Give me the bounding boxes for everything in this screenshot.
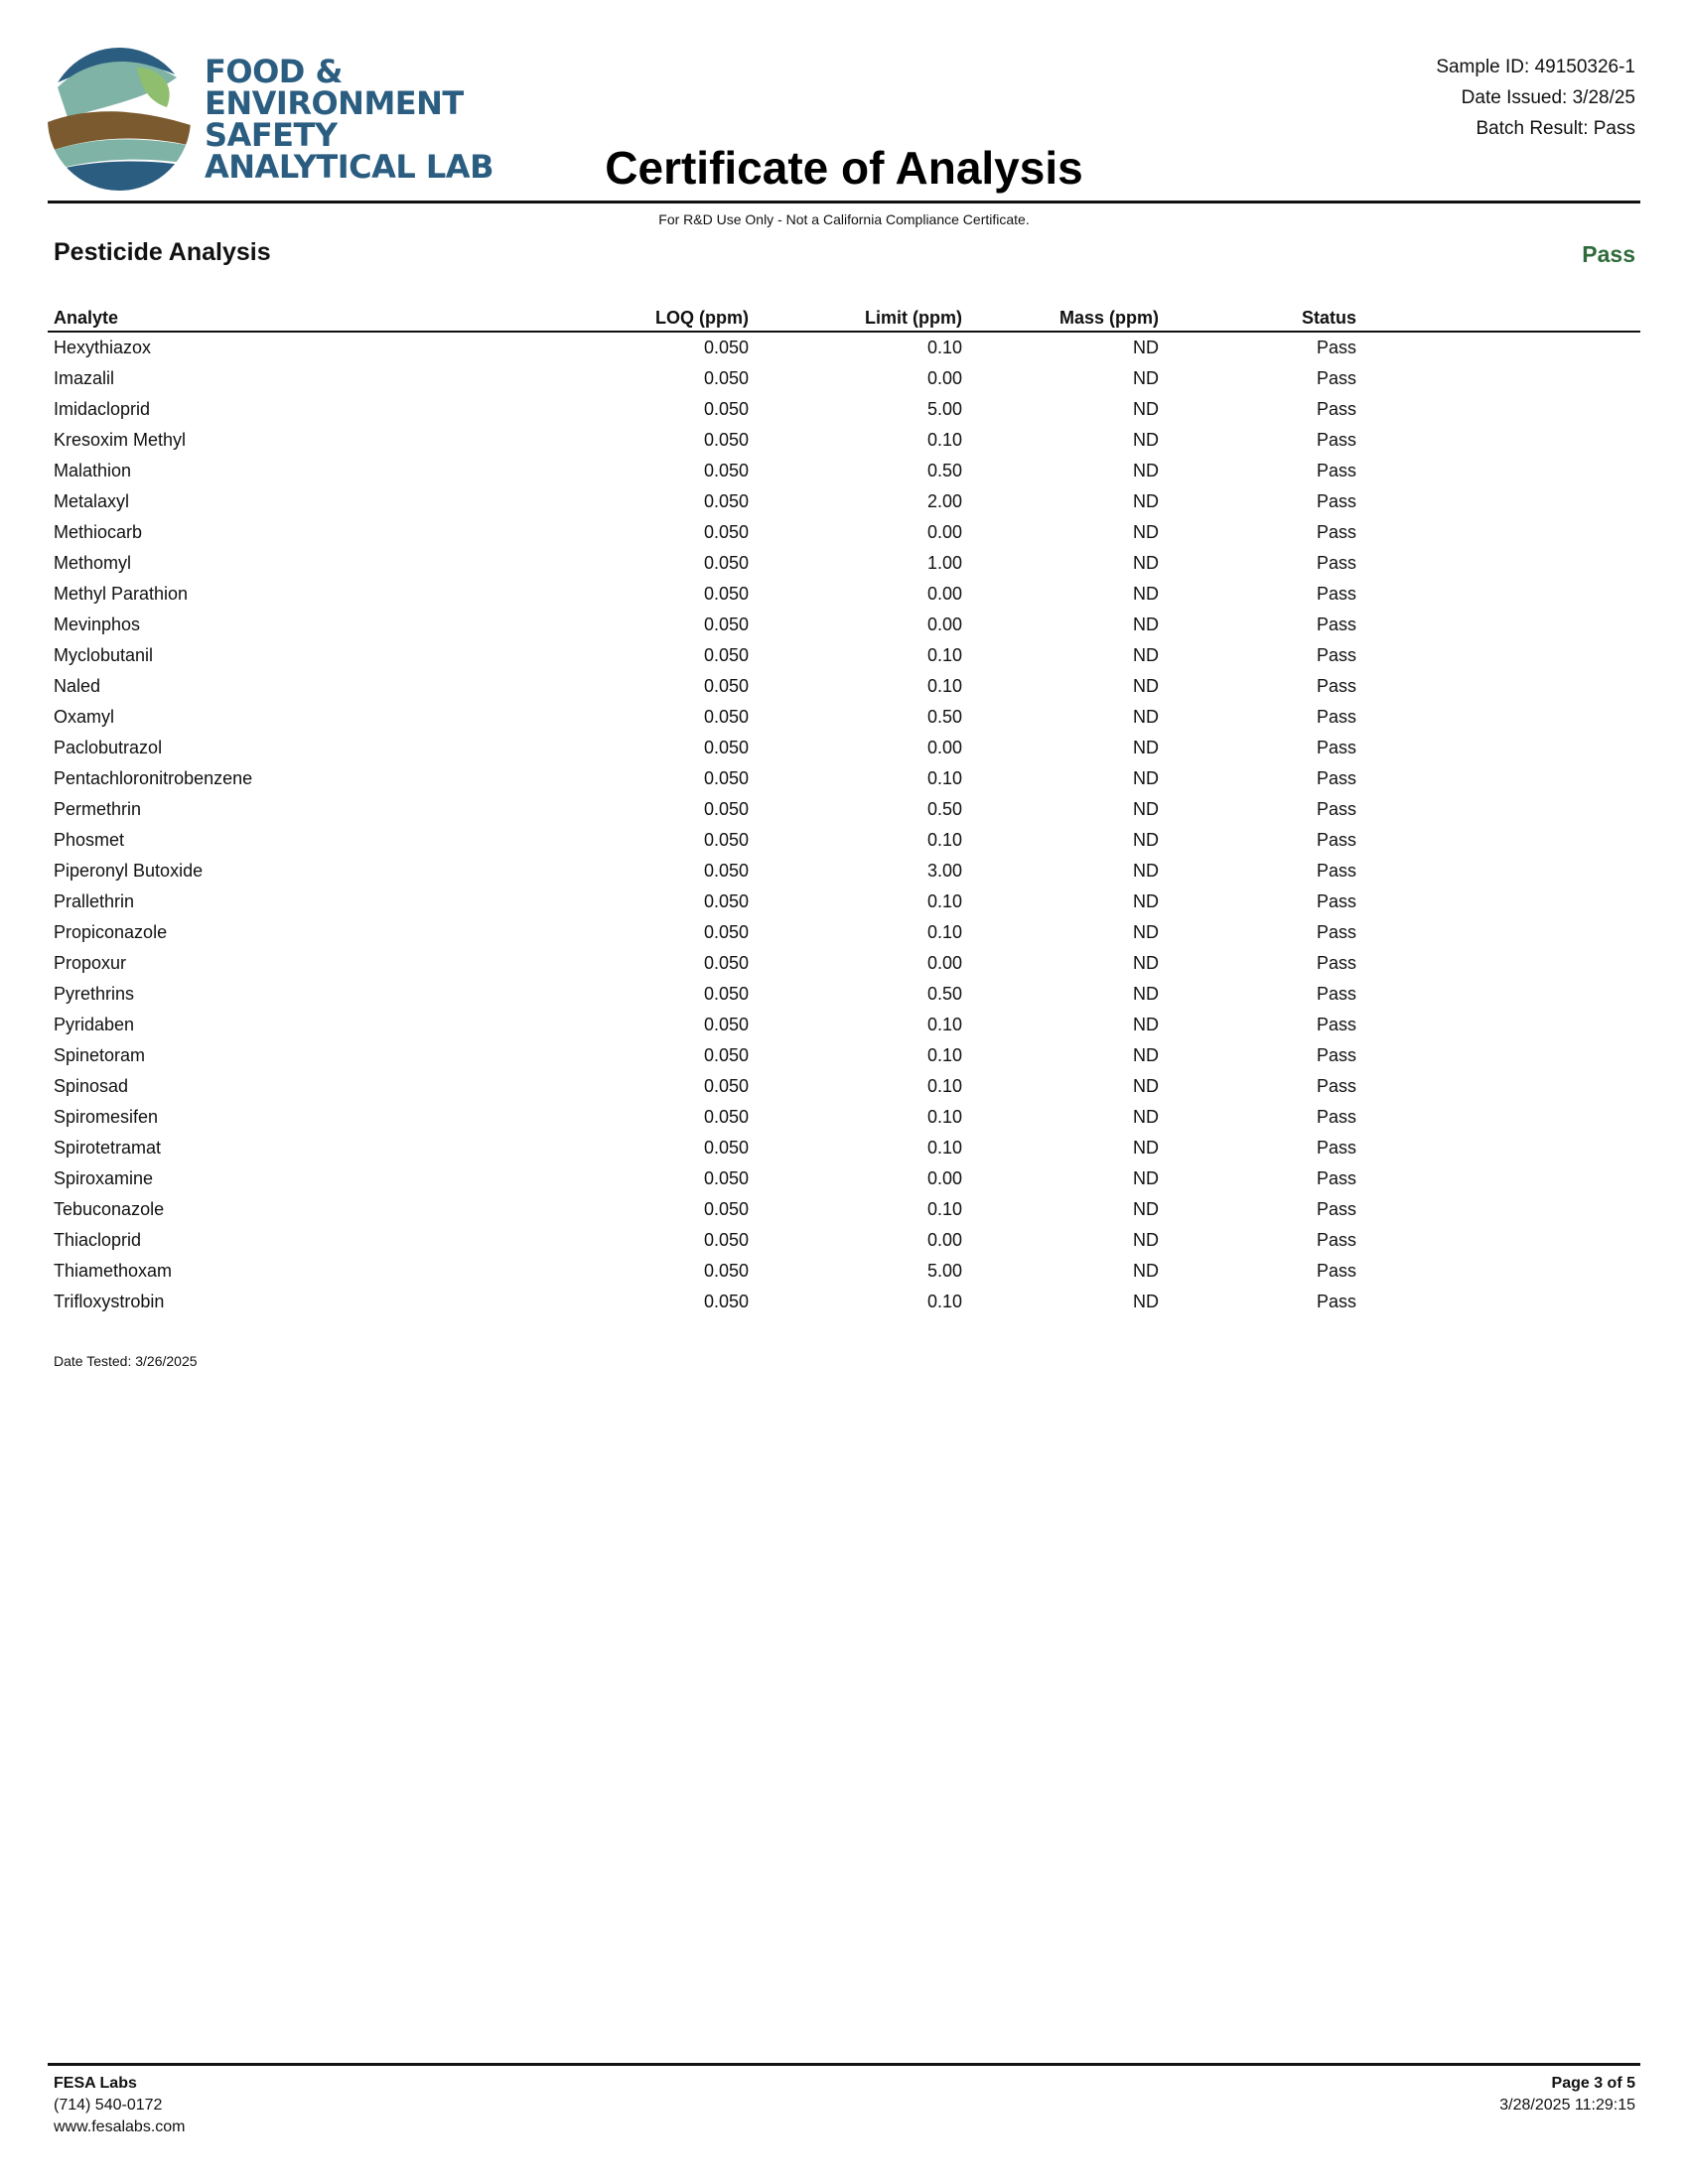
- cell-status: Pass: [1316, 1015, 1356, 1034]
- cell-mass: ND: [1133, 1138, 1159, 1158]
- logo-line: ANALYTICAL LAB: [205, 148, 493, 186]
- cell-status: Pass: [1316, 922, 1356, 942]
- cell-status: Pass: [1316, 338, 1356, 357]
- cell-status: Pass: [1316, 461, 1356, 480]
- table-row: [48, 1010, 1640, 1040]
- cell-limit: 0.10: [926, 430, 962, 450]
- cell-status: Pass: [1316, 522, 1356, 542]
- cell-analyte: Metalaxyl: [54, 491, 130, 511]
- cell-spacer: [1362, 579, 1640, 610]
- cell-status: Pass: [1316, 553, 1356, 573]
- cell-status: Pass: [1316, 891, 1356, 911]
- cell-status: Pass: [1316, 953, 1356, 973]
- table-row: [48, 640, 1640, 671]
- cell-status: Pass: [1316, 768, 1356, 788]
- cell-limit: 5.00: [926, 1261, 962, 1281]
- cell-status: Pass: [1316, 1168, 1356, 1188]
- cell-spacer: [1362, 363, 1640, 394]
- cell-analyte: Spirotetramat: [54, 1138, 162, 1158]
- cell-spacer: [1362, 887, 1640, 917]
- cell-loq: 0.050: [703, 1292, 749, 1311]
- cell-limit: 0.10: [926, 922, 962, 942]
- table-row: [48, 856, 1640, 887]
- cell-analyte: Malathion: [54, 461, 132, 480]
- cell-status: Pass: [1316, 1199, 1356, 1219]
- cell-spacer: [1362, 1102, 1640, 1133]
- cell-loq: 0.050: [703, 861, 749, 881]
- cell-mass: ND: [1133, 984, 1159, 1004]
- section-title: Pesticide Analysis: [54, 238, 271, 266]
- cell-mass: ND: [1133, 645, 1159, 665]
- table-row: [48, 1133, 1640, 1163]
- cell-analyte: Spinetoram: [54, 1045, 146, 1065]
- cell-status: Pass: [1316, 1292, 1356, 1311]
- cell-spacer: [1362, 1163, 1640, 1194]
- cell-spacer: [1362, 856, 1640, 887]
- disclaimer: For R&D Use Only - Not a California Compliance Certificate.: [658, 211, 1030, 227]
- cell-loq: 0.050: [703, 522, 749, 542]
- table-row: [48, 1256, 1640, 1287]
- cell-analyte: Propiconazole: [54, 922, 168, 942]
- cell-loq: 0.050: [703, 707, 749, 727]
- cell-spacer: [1362, 794, 1640, 825]
- footer-divider: [48, 2063, 1640, 2066]
- cell-limit: 0.10: [926, 1076, 962, 1096]
- cell-spacer: [1362, 394, 1640, 425]
- column-header-mass: Mass (ppm): [968, 305, 1165, 332]
- cell-status: Pass: [1316, 368, 1356, 388]
- sample-id: Sample ID: 49150326-1: [1436, 57, 1635, 77]
- cell-spacer: [1362, 332, 1640, 363]
- table-row: [48, 363, 1640, 394]
- cell-analyte: Imidacloprid: [54, 399, 151, 419]
- cell-spacer: [1362, 763, 1640, 794]
- cell-limit: 0.00: [926, 738, 962, 757]
- cell-mass: ND: [1133, 1015, 1159, 1034]
- cell-loq: 0.050: [703, 738, 749, 757]
- table-row: [48, 548, 1640, 579]
- cell-analyte: Paclobutrazol: [54, 738, 163, 757]
- cell-loq: 0.050: [703, 461, 749, 480]
- cell-mass: ND: [1133, 707, 1159, 727]
- footer-lab-name: FESA Labs: [54, 2075, 137, 2092]
- pesticide-results-table: [48, 305, 1640, 1317]
- cell-mass: ND: [1133, 430, 1159, 450]
- cell-loq: 0.050: [703, 1230, 749, 1250]
- table-body: [48, 332, 1640, 1317]
- cell-spacer: [1362, 948, 1640, 979]
- cell-analyte: Spiromesifen: [54, 1107, 159, 1127]
- table-row: [48, 979, 1640, 1010]
- cell-status: Pass: [1316, 799, 1356, 819]
- cell-limit: 0.10: [926, 645, 962, 665]
- cell-mass: ND: [1133, 614, 1159, 634]
- date-tested: Date Tested: 3/26/2025: [54, 1353, 198, 1369]
- table-row: [48, 1287, 1640, 1317]
- batch-result: Batch Result: Pass: [1476, 118, 1635, 139]
- cell-limit: 0.10: [926, 676, 962, 696]
- footer-website: www.fesalabs.com: [54, 2118, 186, 2135]
- cell-analyte: Kresoxim Methyl: [54, 430, 187, 450]
- cell-spacer: [1362, 825, 1640, 856]
- cell-mass: ND: [1133, 584, 1159, 604]
- cell-loq: 0.050: [703, 1199, 749, 1219]
- cell-mass: ND: [1133, 1107, 1159, 1127]
- cell-analyte: Pyrethrins: [54, 984, 135, 1004]
- cell-status: Pass: [1316, 1138, 1356, 1158]
- footer-page-info: [1499, 2073, 1635, 2116]
- cell-loq: 0.050: [703, 553, 749, 573]
- cell-mass: ND: [1133, 1076, 1159, 1096]
- cell-mass: ND: [1133, 861, 1159, 881]
- cell-mass: ND: [1133, 1168, 1159, 1188]
- cell-spacer: [1362, 702, 1640, 733]
- cell-loq: 0.050: [703, 1015, 749, 1034]
- cell-analyte: Methyl Parathion: [54, 584, 189, 604]
- table-row: [48, 917, 1640, 948]
- cell-limit: 5.00: [926, 399, 962, 419]
- cell-loq: 0.050: [703, 399, 749, 419]
- footer-timestamp: 3/28/2025 11:29:15: [1499, 2097, 1635, 2114]
- cell-spacer: [1362, 486, 1640, 517]
- date-issued: Date Issued: 3/28/25: [1461, 87, 1635, 108]
- cell-limit: 0.10: [926, 338, 962, 357]
- cell-limit: 0.00: [926, 1168, 962, 1188]
- cell-mass: ND: [1133, 399, 1159, 419]
- footer-lab-info: [54, 2073, 186, 2138]
- cell-analyte: Spiroxamine: [54, 1168, 154, 1188]
- cell-analyte: Methomyl: [54, 553, 132, 573]
- cell-analyte: Pentachloronitrobenzene: [54, 768, 253, 788]
- cell-analyte: Imazalil: [54, 368, 115, 388]
- cell-spacer: [1362, 1287, 1640, 1317]
- cell-status: Pass: [1316, 1230, 1356, 1250]
- logo-line: FOOD &: [205, 53, 343, 90]
- table-row: [48, 332, 1640, 363]
- cell-limit: 0.00: [926, 614, 962, 634]
- page-number: Page 3 of 5: [1551, 2075, 1635, 2092]
- footer-phone: (714) 540-0172: [54, 2097, 163, 2114]
- cell-limit: 0.10: [926, 1292, 962, 1311]
- cell-status: Pass: [1316, 1107, 1356, 1127]
- table-row: [48, 825, 1640, 856]
- cell-analyte: Propoxur: [54, 953, 127, 973]
- cell-status: Pass: [1316, 430, 1356, 450]
- cell-status: Pass: [1316, 614, 1356, 634]
- table-row: [48, 1071, 1640, 1102]
- cell-spacer: [1362, 733, 1640, 763]
- table-row: [48, 671, 1640, 702]
- table-row: [48, 733, 1640, 763]
- cell-spacer: [1362, 425, 1640, 456]
- table-row: [48, 1194, 1640, 1225]
- table-row: [48, 394, 1640, 425]
- cell-analyte: Thiamethoxam: [54, 1261, 173, 1281]
- cell-status: Pass: [1316, 645, 1356, 665]
- column-header-spacer: [1362, 305, 1640, 332]
- cell-loq: 0.050: [703, 368, 749, 388]
- cell-limit: 1.00: [926, 553, 962, 573]
- cell-spacer: [1362, 610, 1640, 640]
- cell-status: Pass: [1316, 861, 1356, 881]
- table-row: [48, 1102, 1640, 1133]
- cell-loq: 0.050: [703, 953, 749, 973]
- table-row: [48, 763, 1640, 794]
- cell-status: Pass: [1316, 707, 1356, 727]
- cell-analyte: Tebuconazole: [54, 1199, 165, 1219]
- table-row: [48, 517, 1640, 548]
- table-row: [48, 610, 1640, 640]
- cell-loq: 0.050: [703, 1076, 749, 1096]
- logo-line: SAFETY: [205, 116, 338, 154]
- cell-mass: ND: [1133, 738, 1159, 757]
- cell-limit: 0.10: [926, 1138, 962, 1158]
- cell-spacer: [1362, 1071, 1640, 1102]
- cell-mass: ND: [1133, 891, 1159, 911]
- cell-analyte: Prallethrin: [54, 891, 135, 911]
- cell-status: Pass: [1316, 738, 1356, 757]
- cell-status: Pass: [1316, 830, 1356, 850]
- cell-loq: 0.050: [703, 891, 749, 911]
- cell-mass: ND: [1133, 830, 1159, 850]
- cell-analyte: Piperonyl Butoxide: [54, 861, 204, 881]
- cell-analyte: Pyridaben: [54, 1015, 135, 1034]
- cell-spacer: [1362, 671, 1640, 702]
- table-row: [48, 702, 1640, 733]
- cell-analyte: Mevinphos: [54, 614, 141, 634]
- cell-spacer: [1362, 1010, 1640, 1040]
- cell-mass: ND: [1133, 1230, 1159, 1250]
- cell-spacer: [1362, 1256, 1640, 1287]
- cell-limit: 0.10: [926, 1015, 962, 1034]
- cell-loq: 0.050: [703, 614, 749, 634]
- cell-loq: 0.050: [703, 768, 749, 788]
- cell-spacer: [1362, 517, 1640, 548]
- cell-limit: 0.10: [926, 830, 962, 850]
- cell-limit: 3.00: [926, 861, 962, 881]
- cell-spacer: [1362, 548, 1640, 579]
- cell-mass: ND: [1133, 1261, 1159, 1281]
- cell-limit: 0.50: [926, 707, 962, 727]
- cell-loq: 0.050: [703, 676, 749, 696]
- cell-status: Pass: [1316, 584, 1356, 604]
- cell-mass: ND: [1133, 338, 1159, 357]
- cell-mass: ND: [1133, 799, 1159, 819]
- cell-spacer: [1362, 1225, 1640, 1256]
- table-row: [48, 579, 1640, 610]
- cell-loq: 0.050: [703, 584, 749, 604]
- cell-status: Pass: [1316, 491, 1356, 511]
- cell-mass: ND: [1133, 553, 1159, 573]
- header-divider: [48, 201, 1640, 204]
- cell-analyte: Spinosad: [54, 1076, 129, 1096]
- table-row: [48, 486, 1640, 517]
- table-row: [48, 1225, 1640, 1256]
- cell-loq: 0.050: [703, 1168, 749, 1188]
- cell-spacer: [1362, 1133, 1640, 1163]
- table-row: [48, 425, 1640, 456]
- table-row: [48, 1040, 1640, 1071]
- cell-status: Pass: [1316, 399, 1356, 419]
- cell-loq: 0.050: [703, 1138, 749, 1158]
- cell-analyte: Hexythiazox: [54, 338, 152, 357]
- cell-mass: ND: [1133, 522, 1159, 542]
- cell-analyte: Phosmet: [54, 830, 125, 850]
- table-row: [48, 456, 1640, 486]
- table-row: [48, 794, 1640, 825]
- table-row: [48, 887, 1640, 917]
- certificate-meta: [1436, 52, 1635, 144]
- cell-loq: 0.050: [703, 491, 749, 511]
- cell-spacer: [1362, 1040, 1640, 1071]
- cell-status: Pass: [1316, 984, 1356, 1004]
- cell-mass: ND: [1133, 461, 1159, 480]
- cell-limit: 0.50: [926, 984, 962, 1004]
- cell-loq: 0.050: [703, 1107, 749, 1127]
- cell-spacer: [1362, 456, 1640, 486]
- table-row: [48, 948, 1640, 979]
- cell-limit: 2.00: [926, 491, 962, 511]
- cell-mass: ND: [1133, 1199, 1159, 1219]
- cell-loq: 0.050: [703, 922, 749, 942]
- cell-mass: ND: [1133, 491, 1159, 511]
- cell-limit: 0.00: [926, 953, 962, 973]
- cell-mass: ND: [1133, 768, 1159, 788]
- cell-limit: 0.10: [926, 1107, 962, 1127]
- cell-mass: ND: [1133, 368, 1159, 388]
- cell-loq: 0.050: [703, 1045, 749, 1065]
- cell-limit: 0.10: [926, 1045, 962, 1065]
- cell-mass: ND: [1133, 953, 1159, 973]
- column-header-analyte: Analyte: [48, 305, 566, 332]
- column-header-status: Status: [1165, 305, 1362, 332]
- section-status-badge: Pass: [1582, 241, 1635, 267]
- cell-mass: ND: [1133, 1292, 1159, 1311]
- cell-analyte: Naled: [54, 676, 101, 696]
- cell-spacer: [1362, 640, 1640, 671]
- cell-limit: 0.00: [926, 1230, 962, 1250]
- cell-analyte: Myclobutanil: [54, 645, 154, 665]
- cell-loq: 0.050: [703, 984, 749, 1004]
- cell-limit: 0.10: [926, 1199, 962, 1219]
- cell-limit: 0.50: [926, 799, 962, 819]
- table-header-row: [48, 305, 1640, 332]
- cell-limit: 0.50: [926, 461, 962, 480]
- column-header-loq: LOQ (ppm): [566, 305, 755, 332]
- cell-spacer: [1362, 1194, 1640, 1225]
- cell-status: Pass: [1316, 676, 1356, 696]
- cell-status: Pass: [1316, 1076, 1356, 1096]
- cell-limit: 0.00: [926, 522, 962, 542]
- page-title: Certificate of Analysis: [605, 142, 1083, 194]
- cell-loq: 0.050: [703, 799, 749, 819]
- table-row: [48, 1163, 1640, 1194]
- cell-loq: 0.050: [703, 338, 749, 357]
- cell-loq: 0.050: [703, 430, 749, 450]
- cell-loq: 0.050: [703, 830, 749, 850]
- cell-loq: 0.050: [703, 645, 749, 665]
- logo-line: ENVIRONMENT: [205, 84, 464, 122]
- cell-analyte: Oxamyl: [54, 707, 115, 727]
- cell-mass: ND: [1133, 676, 1159, 696]
- cell-status: Pass: [1316, 1045, 1356, 1065]
- cell-limit: 0.10: [926, 768, 962, 788]
- column-header-limit: Limit (ppm): [755, 305, 968, 332]
- cell-limit: 0.00: [926, 368, 962, 388]
- cell-limit: 0.00: [926, 584, 962, 604]
- cell-analyte: Trifloxystrobin: [54, 1292, 165, 1311]
- cell-analyte: Permethrin: [54, 799, 142, 819]
- cell-loq: 0.050: [703, 1261, 749, 1281]
- cell-analyte: Methiocarb: [54, 522, 143, 542]
- cell-mass: ND: [1133, 922, 1159, 942]
- cell-analyte: Thiacloprid: [54, 1230, 142, 1250]
- cell-spacer: [1362, 917, 1640, 948]
- cell-spacer: [1362, 979, 1640, 1010]
- cell-status: Pass: [1316, 1261, 1356, 1281]
- cell-limit: 0.10: [926, 891, 962, 911]
- cell-mass: ND: [1133, 1045, 1159, 1065]
